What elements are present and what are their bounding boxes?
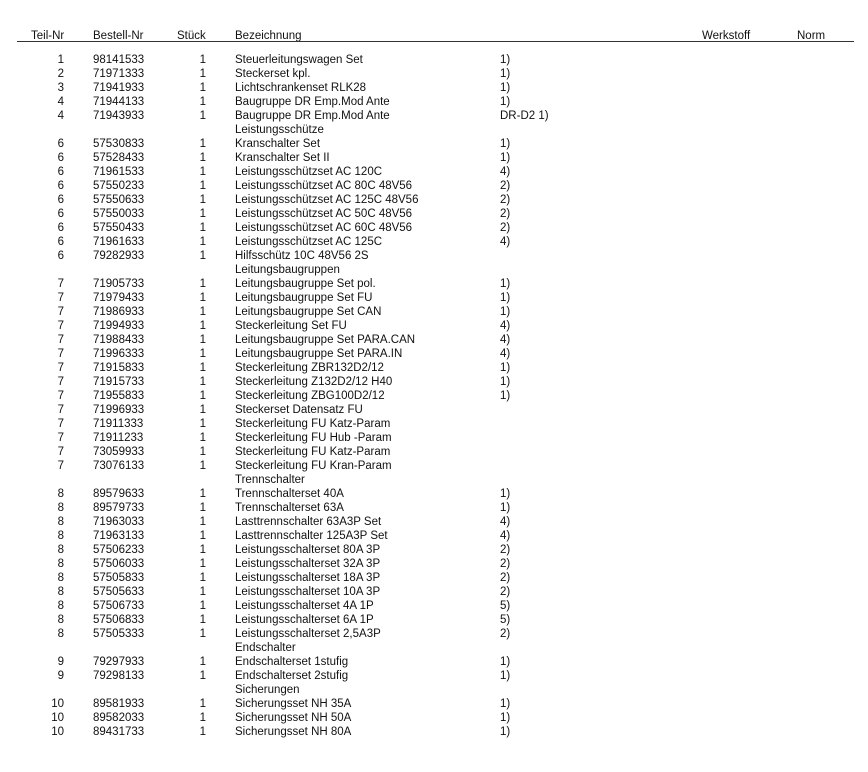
table-row	[0, 683, 868, 697]
table-row	[0, 319, 868, 333]
stueck-cell: 1	[199, 376, 206, 388]
teil-nr-cell: 8	[57, 544, 64, 556]
header-teil-nr: Teil-Nr	[31, 30, 65, 42]
bezeichnung-cell: Leistungsschützset AC 50C 48V56	[235, 208, 413, 220]
bestell-nr-cell: 89582033	[93, 712, 145, 724]
note-cell: 4)	[500, 348, 511, 360]
stueck-cell: 1	[199, 614, 206, 626]
table-row	[0, 123, 868, 137]
bestell-nr-cell: 57550433	[93, 222, 145, 234]
table-row	[0, 151, 868, 165]
teil-nr-cell: 8	[57, 586, 64, 598]
table-row	[0, 613, 868, 627]
note-cell: 2)	[500, 208, 511, 220]
stueck-cell: 1	[199, 572, 206, 584]
bezeichnung-cell: Kranschalter Set	[235, 138, 321, 150]
teil-nr-cell: 8	[57, 628, 64, 640]
parts-list	[0, 53, 868, 739]
table-row	[0, 347, 868, 361]
teil-nr-cell: 6	[57, 194, 64, 206]
bestell-nr-cell: 57506733	[93, 600, 145, 612]
teil-nr-cell: 9	[57, 656, 64, 668]
stueck-cell: 1	[199, 726, 206, 738]
table-row	[0, 599, 868, 613]
stueck-cell: 1	[199, 516, 206, 528]
bezeichnung-cell: Leistungsschalterset 6A 1P	[235, 614, 374, 626]
header-bezeichnung: Bezeichnung	[235, 30, 302, 42]
note-cell: 1)	[500, 306, 511, 318]
bezeichnung-cell: Steckerleitung FU Katz-Param	[235, 418, 391, 430]
stueck-cell: 1	[199, 110, 206, 122]
table-row	[0, 263, 868, 277]
teil-nr-cell: 6	[57, 180, 64, 192]
bestell-nr-cell: 73076133	[93, 460, 145, 472]
table-row	[0, 571, 868, 585]
teil-nr-cell: 6	[57, 236, 64, 248]
teil-nr-cell: 8	[57, 516, 64, 528]
table-row	[0, 179, 868, 193]
table-row	[0, 389, 868, 403]
table-row	[0, 137, 868, 151]
bestell-nr-cell: 71911333	[93, 418, 144, 430]
note-cell: 2)	[500, 558, 511, 570]
teil-nr-cell: 10	[51, 698, 64, 710]
table-row	[0, 193, 868, 207]
stueck-cell: 1	[199, 460, 206, 472]
bestell-nr-cell: 89581933	[93, 698, 145, 710]
teil-nr-cell: 7	[57, 460, 64, 472]
note-cell: 1)	[500, 726, 511, 738]
bezeichnung-cell: Steckerleitung ZBR132D2/12	[235, 362, 384, 374]
note-cell: 4)	[500, 320, 511, 332]
header-werkstoff: Werkstoff	[702, 30, 751, 42]
bezeichnung-cell: Leitungsbaugruppe Set pol.	[235, 278, 376, 290]
table-row	[0, 403, 868, 417]
header-stueck: Stück	[177, 30, 206, 42]
teil-nr-cell: 7	[57, 278, 64, 290]
table-row	[0, 53, 868, 67]
bestell-nr-cell: 71986933	[93, 306, 145, 318]
note-cell: 2)	[500, 180, 511, 192]
bezeichnung-cell: Endschalterset 1stufig	[235, 656, 349, 668]
stueck-cell: 1	[199, 558, 206, 570]
bestell-nr-cell: 57550633	[93, 194, 145, 206]
bezeichnung-cell: Steckerleitung Set FU	[235, 320, 347, 332]
table-row	[0, 711, 868, 725]
bestell-nr-cell: 57505833	[93, 572, 145, 584]
bestell-nr-cell: 89579633	[93, 488, 145, 500]
stueck-cell: 1	[199, 292, 206, 304]
bezeichnung-cell: Leistungsschützset AC 125C 48V56	[235, 194, 419, 206]
teil-nr-cell: 4	[57, 110, 64, 122]
teil-nr-cell: 8	[57, 572, 64, 584]
note-cell: 1)	[500, 68, 511, 80]
table-row	[0, 417, 868, 431]
stueck-cell: 1	[199, 208, 206, 220]
stueck-cell: 1	[199, 544, 206, 556]
note-cell: 5)	[500, 600, 511, 612]
stueck-cell: 1	[199, 54, 206, 66]
teil-nr-cell: 8	[57, 488, 64, 500]
teil-nr-cell: 7	[57, 306, 64, 318]
stueck-cell: 1	[199, 236, 206, 248]
stueck-cell: 1	[199, 278, 206, 290]
bestell-nr-cell: 71944133	[93, 96, 145, 108]
bezeichnung-cell: Baugruppe DR Emp.Mod Ante	[235, 110, 390, 122]
bestell-nr-cell: 71955833	[93, 390, 145, 402]
teil-nr-cell: 7	[57, 348, 64, 360]
note-cell: 2)	[500, 544, 511, 556]
note-cell: 2)	[500, 586, 511, 598]
bestell-nr-cell: 71911233	[93, 432, 144, 444]
teil-nr-cell: 8	[57, 614, 64, 626]
bezeichnung-cell: Steckerleitung FU Kran-Param	[235, 460, 392, 472]
teil-nr-cell: 10	[51, 712, 64, 724]
teil-nr-cell: 3	[57, 82, 64, 94]
teil-nr-cell: 6	[57, 208, 64, 220]
stueck-cell: 1	[199, 502, 206, 514]
bezeichnung-cell: Leistungsschütze	[235, 124, 324, 136]
bezeichnung-cell: Leistungsschützset AC 120C	[235, 166, 383, 178]
bezeichnung-cell: Leitungsbaugruppe Set PARA.CAN	[235, 334, 416, 346]
note-cell: 1)	[500, 656, 511, 668]
bestell-nr-cell: 57506233	[93, 544, 145, 556]
table-row	[0, 361, 868, 375]
bestell-nr-cell: 79297933	[93, 656, 145, 668]
stueck-cell: 1	[199, 250, 206, 262]
stueck-cell: 1	[199, 698, 206, 710]
table-row	[0, 529, 868, 543]
table-row	[0, 501, 868, 515]
teil-nr-cell: 7	[57, 362, 64, 374]
bezeichnung-cell: Leistungsschalterset 18A 3P	[235, 572, 381, 584]
table-row	[0, 165, 868, 179]
table-row	[0, 725, 868, 739]
bezeichnung-cell: Sicherungsset NH 80A	[235, 726, 352, 738]
table-row	[0, 627, 868, 641]
table-row	[0, 585, 868, 599]
bestell-nr-cell: 71994933	[93, 320, 145, 332]
bestell-nr-cell: 71979433	[93, 292, 145, 304]
teil-nr-cell: 2	[57, 68, 64, 80]
header-norm: Norm	[797, 30, 826, 42]
note-cell: 4)	[500, 530, 511, 542]
teil-nr-cell: 8	[57, 502, 64, 514]
teil-nr-cell: 8	[57, 558, 64, 570]
stueck-cell: 1	[199, 656, 206, 668]
teil-nr-cell: 7	[57, 404, 64, 416]
note-cell: 1)	[500, 96, 511, 108]
stueck-cell: 1	[199, 96, 206, 108]
bestell-nr-cell: 71915733	[93, 376, 145, 388]
bestell-nr-cell: 57530833	[93, 138, 145, 150]
table-row	[0, 641, 868, 655]
stueck-cell: 1	[199, 404, 206, 416]
stueck-cell: 1	[199, 530, 206, 542]
bezeichnung-cell: Leistungsschützset AC 60C 48V56	[235, 222, 413, 234]
teil-nr-cell: 7	[57, 334, 64, 346]
teil-nr-cell: 9	[57, 670, 64, 682]
note-cell: 1)	[500, 138, 511, 150]
bezeichnung-cell: Sicherungsset NH 35A	[235, 698, 352, 710]
table-row	[0, 221, 868, 235]
bezeichnung-cell: Leitungsbaugruppen	[235, 264, 340, 276]
bezeichnung-cell: Lasttrennschalter 63A3P Set	[235, 516, 382, 528]
stueck-cell: 1	[199, 348, 206, 360]
teil-nr-cell: 7	[57, 320, 64, 332]
header-bestell-nr: Bestell-Nr	[93, 30, 144, 42]
table-row	[0, 557, 868, 571]
bezeichnung-cell: Leistungsschalterset 80A 3P	[235, 544, 381, 556]
bestell-nr-cell: 89579733	[93, 502, 145, 514]
table-row	[0, 81, 868, 95]
table-row	[0, 697, 868, 711]
stueck-cell: 1	[199, 68, 206, 80]
table-row	[0, 95, 868, 109]
bestell-nr-cell: 57506033	[93, 558, 145, 570]
note-cell: DR-D2 1)	[500, 110, 549, 122]
bezeichnung-cell: Endschalterset 2stufig	[235, 670, 349, 682]
bestell-nr-cell: 71988433	[93, 334, 145, 346]
note-cell: 1)	[500, 502, 511, 514]
stueck-cell: 1	[199, 82, 206, 94]
bezeichnung-cell: Leistungsschalterset 2,5A3P	[235, 628, 381, 640]
bezeichnung-cell: Steckerleitung FU Katz-Param	[235, 446, 391, 458]
stueck-cell: 1	[199, 628, 206, 640]
teil-nr-cell: 8	[57, 600, 64, 612]
table-row	[0, 235, 868, 249]
teil-nr-cell: 6	[57, 152, 64, 164]
stueck-cell: 1	[199, 488, 206, 500]
table-row	[0, 445, 868, 459]
stueck-cell: 1	[199, 320, 206, 332]
table-row	[0, 459, 868, 473]
note-cell: 2)	[500, 222, 511, 234]
note-cell: 1)	[500, 390, 511, 402]
teil-nr-cell: 1	[57, 54, 64, 66]
stueck-cell: 1	[199, 152, 206, 164]
note-cell: 2)	[500, 628, 511, 640]
bezeichnung-cell: Leistungsschützset AC 125C	[235, 236, 383, 248]
bezeichnung-cell: Leistungsschalterset 10A 3P	[235, 586, 381, 598]
table-row	[0, 669, 868, 683]
note-cell: 1)	[500, 82, 511, 94]
bestell-nr-cell: 98141533	[93, 54, 145, 66]
teil-nr-cell: 7	[57, 376, 64, 388]
bezeichnung-cell: Leitungsbaugruppe Set CAN	[235, 306, 382, 318]
table-row	[0, 655, 868, 669]
bestell-nr-cell: 71971333	[93, 68, 145, 80]
teil-nr-cell: 6	[57, 222, 64, 234]
bestell-nr-cell: 71996333	[93, 348, 145, 360]
table-row	[0, 375, 868, 389]
note-cell: 5)	[500, 614, 511, 626]
note-cell: 1)	[500, 670, 511, 682]
note-cell: 4)	[500, 334, 511, 346]
table-row	[0, 207, 868, 221]
table-row	[0, 515, 868, 529]
table-row	[0, 109, 868, 123]
bezeichnung-cell: Lasttrennschalter 125A3P Set	[235, 530, 388, 542]
note-cell: 4)	[500, 236, 511, 248]
note-cell: 2)	[500, 194, 511, 206]
bestell-nr-cell: 71961533	[93, 166, 145, 178]
stueck-cell: 1	[199, 166, 206, 178]
bezeichnung-cell: Endschalter	[235, 642, 296, 654]
bezeichnung-cell: Steckerleitung FU Hub -Param	[235, 432, 392, 444]
table-row	[0, 277, 868, 291]
stueck-cell: 1	[199, 222, 206, 234]
table-row	[0, 333, 868, 347]
note-cell: 2)	[500, 572, 511, 584]
teil-nr-cell: 6	[57, 250, 64, 262]
stueck-cell: 1	[199, 418, 206, 430]
stueck-cell: 1	[199, 390, 206, 402]
bestell-nr-cell: 71996933	[93, 404, 145, 416]
stueck-cell: 1	[199, 334, 206, 346]
bestell-nr-cell: 71943933	[93, 110, 145, 122]
stueck-cell: 1	[199, 138, 206, 150]
note-cell: 1)	[500, 712, 511, 724]
bestell-nr-cell: 57550233	[93, 180, 145, 192]
bezeichnung-cell: Sicherungsset NH 50A	[235, 712, 352, 724]
bezeichnung-cell: Hilfsschütz 10C 48V56 2S	[235, 250, 369, 262]
note-cell: 1)	[500, 54, 511, 66]
bestell-nr-cell: 71963033	[93, 516, 145, 528]
teil-nr-cell: 7	[57, 292, 64, 304]
stueck-cell: 1	[199, 362, 206, 374]
bezeichnung-cell: Steckerset Datensatz FU	[235, 404, 363, 416]
stueck-cell: 1	[199, 712, 206, 724]
bestell-nr-cell: 57528433	[93, 152, 145, 164]
bezeichnung-cell: Trennschalterset 40A	[235, 488, 344, 500]
bezeichnung-cell: Leitungsbaugruppe Set FU	[235, 292, 373, 304]
bezeichnung-cell: Leistungsschalterset 32A 3P	[235, 558, 381, 570]
bezeichnung-cell: Leitungsbaugruppe Set PARA.IN	[235, 348, 403, 360]
table-row	[0, 249, 868, 263]
bestell-nr-cell: 71915833	[93, 362, 145, 374]
teil-nr-cell: 7	[57, 390, 64, 402]
table-row	[0, 473, 868, 487]
teil-nr-cell: 4	[57, 96, 64, 108]
bestell-nr-cell: 71905733	[93, 278, 145, 290]
bezeichnung-cell: Lichtschrankenset RLK28	[235, 82, 367, 94]
bestell-nr-cell: 57506833	[93, 614, 145, 626]
bestell-nr-cell: 57505633	[93, 586, 145, 598]
bezeichnung-cell: Trennschalter	[235, 474, 305, 486]
bestell-nr-cell: 57550033	[93, 208, 145, 220]
bezeichnung-cell: Baugruppe DR Emp.Mod Ante	[235, 96, 390, 108]
teil-nr-cell: 6	[57, 138, 64, 150]
bezeichnung-cell: Kranschalter Set II	[235, 152, 330, 164]
bestell-nr-cell: 73059933	[93, 446, 145, 458]
note-cell: 1)	[500, 698, 511, 710]
teil-nr-cell: 7	[57, 418, 64, 430]
note-cell: 1)	[500, 152, 511, 164]
bestell-nr-cell: 71961633	[93, 236, 145, 248]
bestell-nr-cell: 71941933	[93, 82, 145, 94]
note-cell: 1)	[500, 278, 511, 290]
note-cell: 1)	[500, 362, 511, 374]
teil-nr-cell: 10	[51, 726, 64, 738]
bezeichnung-cell: Sicherungen	[235, 684, 300, 696]
bezeichnung-cell: Steckerset kpl.	[235, 68, 311, 80]
bestell-nr-cell: 57505333	[93, 628, 145, 640]
stueck-cell: 1	[199, 194, 206, 206]
note-cell: 4)	[500, 166, 511, 178]
teil-nr-cell: 8	[57, 530, 64, 542]
note-cell: 1)	[500, 488, 511, 500]
stueck-cell: 1	[199, 432, 206, 444]
bezeichnung-cell: Trennschalterset 63A	[235, 502, 344, 514]
bestell-nr-cell: 71963133	[93, 530, 145, 542]
table-row	[0, 291, 868, 305]
stueck-cell: 1	[199, 670, 206, 682]
stueck-cell: 1	[199, 446, 206, 458]
bezeichnung-cell: Steckerleitung ZBG100D2/12	[235, 390, 385, 402]
teil-nr-cell: 7	[57, 446, 64, 458]
table-row	[0, 543, 868, 557]
note-cell: 1)	[500, 292, 511, 304]
stueck-cell: 1	[199, 586, 206, 598]
table-row	[0, 487, 868, 501]
bezeichnung-cell: Steckerleitung Z132D2/12 H40	[235, 376, 393, 388]
teil-nr-cell: 6	[57, 166, 64, 178]
stueck-cell: 1	[199, 180, 206, 192]
note-cell: 4)	[500, 516, 511, 528]
stueck-cell: 1	[199, 600, 206, 612]
bestell-nr-cell: 79282933	[93, 250, 145, 262]
table-row	[0, 67, 868, 81]
bestell-nr-cell: 89431733	[93, 726, 145, 738]
bestell-nr-cell: 79298133	[93, 670, 145, 682]
note-cell: 1)	[500, 376, 511, 388]
table-row	[0, 431, 868, 445]
teil-nr-cell: 7	[57, 432, 64, 444]
stueck-cell: 1	[199, 306, 206, 318]
bezeichnung-cell: Leistungsschützset AC 80C 48V56	[235, 180, 413, 192]
table-row	[0, 305, 868, 319]
header-divider	[17, 41, 854, 42]
bezeichnung-cell: Steuerleitungswagen Set	[235, 54, 363, 66]
bezeichnung-cell: Leistungsschalterset 4A 1P	[235, 600, 374, 612]
